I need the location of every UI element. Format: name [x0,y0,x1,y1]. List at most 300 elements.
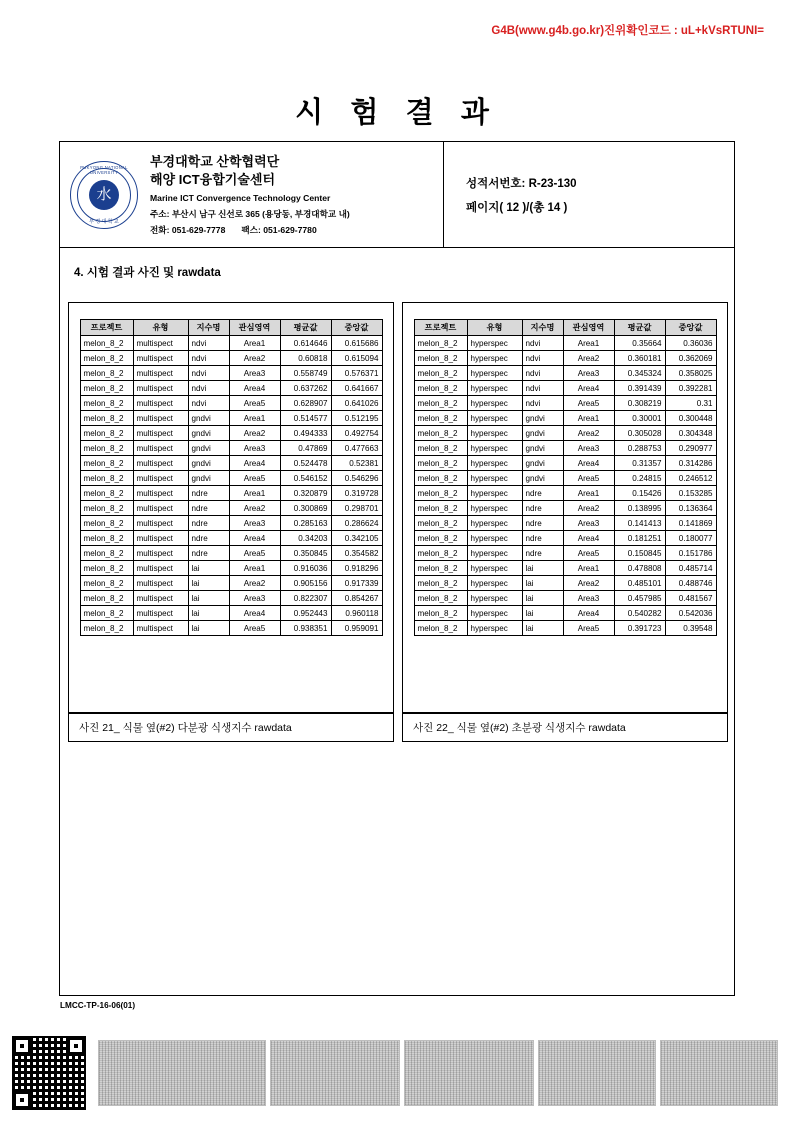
table-cell: melon_8_2 [80,441,133,456]
org-contact [150,224,350,236]
verification-code: G4B(www.g4b.go.kr)진위확인코드 : uL+kVsRTUNI= [491,25,764,37]
table-cell: 0.319728 [331,486,382,501]
table-cell: Area5 [229,396,280,411]
document-frame [59,141,735,996]
table-cell: melon_8_2 [80,486,133,501]
certificate-meta [443,142,734,247]
table-cell: ndvi [188,366,229,381]
table-cell: melon_8_2 [80,546,133,561]
certificate-number: 성적서번호: R-23-130 [466,177,577,190]
table-row [80,546,382,561]
table-row [414,351,716,366]
col-mean: 평균값 [614,320,665,336]
table-cell: gndvi [188,441,229,456]
table-cell: melon_8_2 [80,396,133,411]
table-body-multispectral [80,336,382,636]
table-cell: melon_8_2 [414,486,467,501]
table-cell: 0.350845 [280,546,331,561]
table-cell: Area3 [563,441,614,456]
table-cell: hyperspec [467,351,522,366]
table-cell: multispect [133,621,188,636]
table-cell: 0.959091 [331,621,382,636]
table-cell: 0.641667 [331,381,382,396]
table-cell: 0.916036 [280,561,331,576]
table-cell: gndvi [188,471,229,486]
table-row [414,516,716,531]
table-row [414,606,716,621]
table-row [414,546,716,561]
table-cell: 0.854267 [331,591,382,606]
table-cell: melon_8_2 [414,351,467,366]
org-address: 주소: 부산시 남구 신선로 365 (용당동, 부경대학교 내) [150,208,350,219]
table-cell: 0.47869 [280,441,331,456]
table-cell: 0.542036 [665,606,716,621]
table-row [414,456,716,471]
table-cell: 0.905156 [280,576,331,591]
table-row [414,591,716,606]
table-panel-multispectral [68,302,394,713]
table-cell: Area2 [229,501,280,516]
table-cell: 0.477663 [331,441,382,456]
table-cell: ndre [522,501,563,516]
table-cell: 0.300448 [665,411,716,426]
table-cell: melon_8_2 [80,576,133,591]
table-cell: 0.24815 [614,471,665,486]
section-heading: 4. 시험 결과 사진 및 rawdata [74,267,221,279]
org-name-line2: 해양 ICT융합기술센터 [150,172,276,188]
col-index: 지수명 [188,320,229,336]
table-cell: 0.30001 [614,411,665,426]
table-row [414,366,716,381]
table-cell: multispect [133,366,188,381]
table-cell: 0.141869 [665,516,716,531]
table-cell: 0.52381 [331,456,382,471]
table-cell: 0.288753 [614,441,665,456]
table-cell: gndvi [522,456,563,471]
table-cell: multispect [133,591,188,606]
table-cell: melon_8_2 [414,426,467,441]
table-row [80,351,382,366]
table-cell: multispect [133,381,188,396]
table-cell: ndvi [522,351,563,366]
table-cell: multispect [133,426,188,441]
table-cell: hyperspec [467,396,522,411]
table-row [80,621,382,636]
table-cell: hyperspec [467,576,522,591]
page-number: 페이지( 12 )/(총 14 ) [466,201,568,214]
table-cell: gndvi [188,456,229,471]
table-cell: Area2 [563,426,614,441]
table-row [80,516,382,531]
table-cell: 0.151786 [665,546,716,561]
table-cell: 0.492754 [331,426,382,441]
table-cell: 0.36036 [665,336,716,351]
table-cell: 0.290977 [665,441,716,456]
rawdata-tables [68,302,728,713]
table-cell: hyperspec [467,471,522,486]
table-cell: Area1 [229,561,280,576]
table-cell: multispect [133,576,188,591]
table-cell: melon_8_2 [414,621,467,636]
col-type: 유형 [133,320,188,336]
table-cell: melon_8_2 [80,516,133,531]
table-cell: 0.524478 [280,456,331,471]
table-cell: 0.952443 [280,606,331,621]
table-cell: hyperspec [467,591,522,606]
org-phone: 전화: 051-629-7778 [150,225,226,236]
table-cell: multispect [133,441,188,456]
table-cell: Area3 [229,516,280,531]
table-cell: 0.615094 [331,351,382,366]
table-cell: 0.31 [665,396,716,411]
table-cell: 0.494333 [280,426,331,441]
university-logo [70,161,138,229]
table-cell: melon_8_2 [80,336,133,351]
table-cell: gndvi [188,411,229,426]
table-cell: Area4 [563,381,614,396]
table-cell: Area4 [229,531,280,546]
table-row [414,501,716,516]
org-name-english: Marine ICT Convergence Technology Center [150,192,331,203]
table-cell: ndvi [522,396,563,411]
table-cell: melon_8_2 [80,621,133,636]
table-cell: hyperspec [467,561,522,576]
table-cell: melon_8_2 [80,351,133,366]
col-median: 중앙값 [665,320,716,336]
caption-row [68,713,728,742]
table-cell: 0.354582 [331,546,382,561]
security-strip-5 [660,1040,778,1106]
table-cell: Area5 [563,471,614,486]
table-row [80,396,382,411]
table-cell: 0.485714 [665,561,716,576]
table-cell: Area5 [563,396,614,411]
security-strip-4 [538,1040,656,1106]
table-cell: lai [522,621,563,636]
table-row [80,426,382,441]
table-cell: melon_8_2 [414,606,467,621]
table-cell: 0.286624 [331,516,382,531]
table-cell: melon_8_2 [80,606,133,621]
table-cell: Area4 [229,456,280,471]
table-cell: hyperspec [467,441,522,456]
table-row [80,501,382,516]
table-cell: lai [522,606,563,621]
table-cell: 0.150845 [614,546,665,561]
table-cell: melon_8_2 [80,471,133,486]
table-cell: gndvi [522,411,563,426]
col-roi: 관심영역 [563,320,614,336]
table-cell: hyperspec [467,546,522,561]
table-cell: 0.314286 [665,456,716,471]
table-cell: 0.391723 [614,621,665,636]
org-name-line1: 부경대학교 산학협력단 [150,153,280,169]
logo-core-glyph: 水 [89,180,119,210]
table-cell: melon_8_2 [80,501,133,516]
table-cell: Area1 [563,411,614,426]
table-cell: melon_8_2 [414,531,467,546]
table-cell: Area2 [563,576,614,591]
col-type: 유형 [467,320,522,336]
table-cell: Area1 [563,486,614,501]
table-cell: Area2 [229,426,280,441]
table-cell: melon_8_2 [414,336,467,351]
table-cell: Area1 [563,561,614,576]
table-cell: melon_8_2 [414,471,467,486]
table-cell: ndre [522,486,563,501]
table-cell: Area3 [229,441,280,456]
table-cell: 0.31357 [614,456,665,471]
table-cell: melon_8_2 [414,381,467,396]
table-cell: melon_8_2 [414,516,467,531]
table-cell: melon_8_2 [414,576,467,591]
table-cell: lai [188,576,229,591]
table-cell: Area5 [229,471,280,486]
table-cell: 0.138995 [614,501,665,516]
table-cell: hyperspec [467,336,522,351]
table-row [80,591,382,606]
table-cell: hyperspec [467,381,522,396]
caption-hyperspectral: 사진 22_ 식물 옆(#2) 초분광 식생지수 rawdata [402,713,728,742]
table-cell: melon_8_2 [80,366,133,381]
table-row [414,621,716,636]
table-cell: ndvi [188,396,229,411]
table-cell: ndvi [522,336,563,351]
table-cell: melon_8_2 [414,591,467,606]
table-cell: gndvi [522,471,563,486]
table-cell: hyperspec [467,501,522,516]
table-cell: 0.308219 [614,396,665,411]
table-cell: lai [188,621,229,636]
organization-text [150,153,350,237]
table-cell: melon_8_2 [414,546,467,561]
table-cell: Area4 [229,606,280,621]
table-cell: 0.298701 [331,501,382,516]
table-cell: Area2 [563,351,614,366]
table-cell: Area5 [563,546,614,561]
table-cell: 0.938351 [280,621,331,636]
table-row [80,336,382,351]
table-cell: multispect [133,336,188,351]
table-cell: multispect [133,351,188,366]
table-cell: melon_8_2 [414,561,467,576]
table-cell: melon_8_2 [414,366,467,381]
table-cell: melon_8_2 [414,411,467,426]
table-cell: 0.917339 [331,576,382,591]
table-cell: multispect [133,456,188,471]
table-cell: multispect [133,501,188,516]
table-cell: 0.546152 [280,471,331,486]
table-cell: Area4 [229,381,280,396]
table-cell: Area1 [563,336,614,351]
table-cell: 0.39548 [665,621,716,636]
table-cell: 0.15426 [614,486,665,501]
table-cell: 0.246512 [665,471,716,486]
table-cell: 0.546296 [331,471,382,486]
table-cell: ndvi [188,381,229,396]
table-cell: ndvi [188,336,229,351]
table-cell: 0.615686 [331,336,382,351]
table-cell: 0.457985 [614,591,665,606]
table-row [80,531,382,546]
table-cell: melon_8_2 [80,426,133,441]
table-cell: Area3 [563,516,614,531]
table-cell: multispect [133,486,188,501]
table-cell: multispect [133,471,188,486]
table-row [414,426,716,441]
table-cell: melon_8_2 [80,531,133,546]
table-cell: Area5 [229,621,280,636]
table-row [80,456,382,471]
form-code: LMCC-TP-16-06(01) [60,1001,136,1010]
table-cell: Area2 [229,351,280,366]
table-row [414,441,716,456]
table-cell: 0.558749 [280,366,331,381]
col-roi: 관심영역 [229,320,280,336]
organization-identity [60,142,443,247]
table-cell: lai [522,576,563,591]
table-cell: Area3 [229,366,280,381]
table-header-row [80,320,382,336]
col-project: 프로젝트 [80,320,133,336]
table-cell: 0.60818 [280,351,331,366]
page-title: 시 험 결 과 [295,97,499,129]
table-cell: ndre [188,546,229,561]
table-multispectral [80,319,383,636]
table-cell: multispect [133,546,188,561]
table-cell: lai [188,561,229,576]
table-cell: 0.960118 [331,606,382,621]
table-cell: ndre [522,516,563,531]
table-row [80,471,382,486]
table-cell: 0.822307 [280,591,331,606]
security-strip-2 [270,1040,400,1106]
qr-eye-top-right [66,1036,86,1056]
caption-multispectral: 사진 21_ 식물 옆(#2) 다분광 식생지수 rawdata [68,713,394,742]
table-row [80,561,382,576]
table-cell: 0.34203 [280,531,331,546]
table-cell: melon_8_2 [414,396,467,411]
table-cell: multispect [133,411,188,426]
qr-eye-bottom-left [12,1090,32,1110]
table-cell: 0.141413 [614,516,665,531]
blank-content-area [68,745,728,985]
col-median: 중앙값 [331,320,382,336]
table-cell: Area1 [229,411,280,426]
table-row [414,411,716,426]
table-cell: Area3 [229,591,280,606]
table-row [80,411,382,426]
table-cell: melon_8_2 [414,441,467,456]
table-row [80,606,382,621]
table-cell: 0.637262 [280,381,331,396]
security-strip-3 [404,1040,534,1106]
table-cell: Area5 [563,621,614,636]
col-mean: 평균값 [280,320,331,336]
logo-top-text: PUKYONG NATIONAL UNIVERSITY [80,164,128,175]
table-cell: 0.512195 [331,411,382,426]
table-cell: multispect [133,561,188,576]
qr-code [12,1036,86,1110]
table-row [414,561,716,576]
table-cell: 0.320879 [280,486,331,501]
table-cell: 0.35664 [614,336,665,351]
table-cell: hyperspec [467,426,522,441]
table-cell: melon_8_2 [80,411,133,426]
table-body-hyperspectral [414,336,716,636]
table-cell: 0.614646 [280,336,331,351]
table-row [414,531,716,546]
table-cell: 0.392281 [665,381,716,396]
table-cell: ndre [188,516,229,531]
table-cell: 0.285163 [280,516,331,531]
table-cell: 0.300869 [280,501,331,516]
table-row [80,576,382,591]
table-cell: hyperspec [467,456,522,471]
table-row [414,471,716,486]
table-header-row [414,320,716,336]
qr-eye-top-left [12,1036,32,1056]
table-cell: 0.485101 [614,576,665,591]
org-fax: 팩스: 051-629-7780 [241,225,317,236]
table-cell: gndvi [522,426,563,441]
table-cell: melon_8_2 [80,456,133,471]
table-cell: 0.514577 [280,411,331,426]
table-cell: ndre [188,486,229,501]
table-cell: 0.180077 [665,531,716,546]
table-cell: melon_8_2 [414,456,467,471]
table-cell: 0.391439 [614,381,665,396]
table-cell: 0.153285 [665,486,716,501]
col-index: 지수명 [522,320,563,336]
table-cell: ndre [188,531,229,546]
table-cell: ndvi [522,366,563,381]
table-cell: melon_8_2 [80,381,133,396]
table-row [414,381,716,396]
table-cell: 0.304348 [665,426,716,441]
table-cell: Area4 [563,531,614,546]
table-cell: Area3 [563,366,614,381]
table-cell: lai [188,606,229,621]
table-row [414,486,716,501]
table-cell: ndre [522,531,563,546]
table-cell: hyperspec [467,516,522,531]
table-cell: melon_8_2 [80,561,133,576]
table-cell: 0.358025 [665,366,716,381]
table-cell: 0.478808 [614,561,665,576]
table-cell: 0.576371 [331,366,382,381]
table-cell: Area2 [563,501,614,516]
table-cell: Area4 [563,456,614,471]
table-panel-hyperspectral [402,302,728,713]
table-row [80,366,382,381]
table-cell: 0.641026 [331,396,382,411]
table-cell: Area2 [229,576,280,591]
table-cell: lai [522,561,563,576]
table-cell: multispect [133,531,188,546]
table-cell: 0.488746 [665,576,716,591]
table-cell: 0.540282 [614,606,665,621]
security-strip-1 [98,1040,266,1106]
table-row [414,336,716,351]
organization-info-block [60,142,734,248]
table-cell: 0.360181 [614,351,665,366]
table-cell: 0.918296 [331,561,382,576]
table-cell: lai [188,591,229,606]
table-row [80,381,382,396]
table-cell: multispect [133,396,188,411]
table-cell: Area4 [563,606,614,621]
